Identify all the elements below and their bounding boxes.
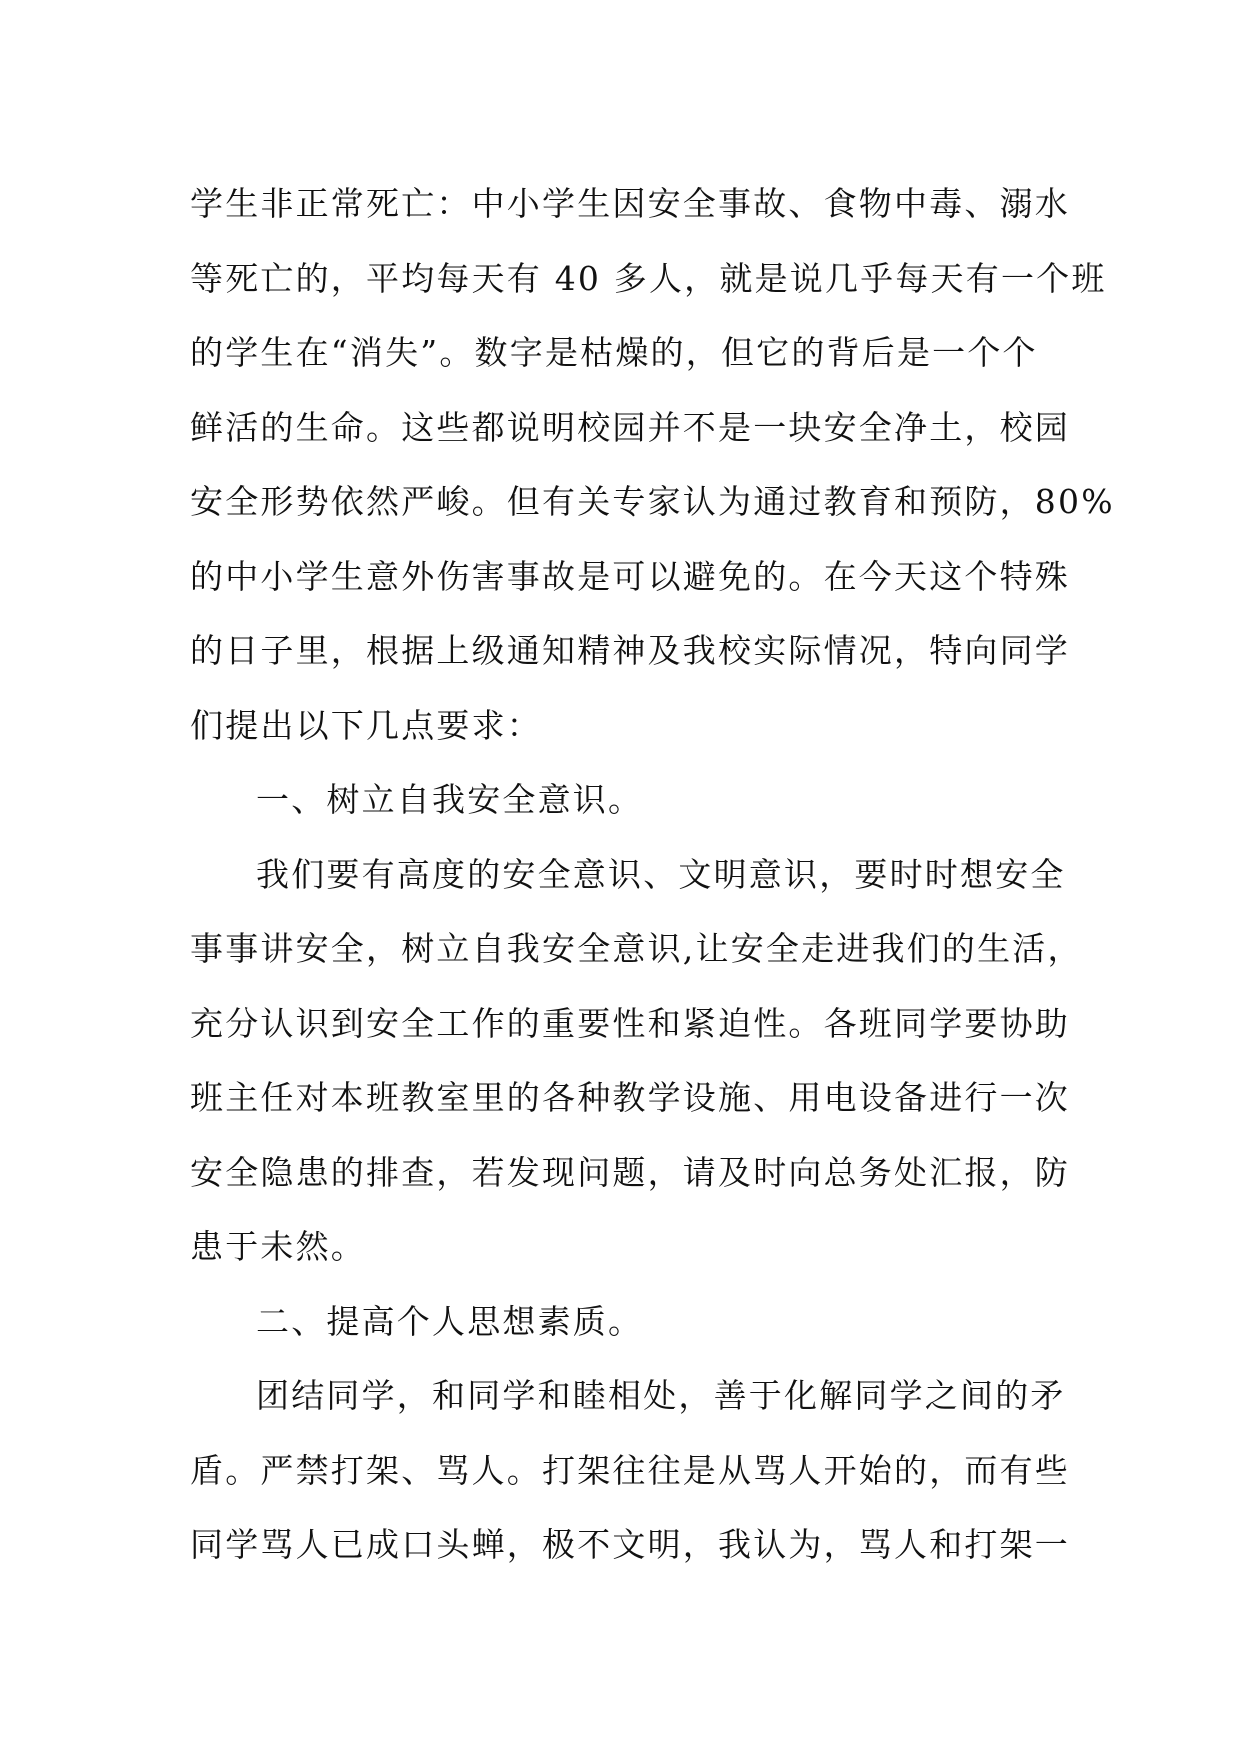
- text-line: 同学骂人已成口头蝉，极不文明，我认为，骂人和打架一: [190, 1525, 1070, 1564]
- text-line: 充分认识到安全工作的重要性和紧迫性。各班同学要协助: [190, 1003, 1070, 1043]
- text-line: 的中小学生意外伤害事故是可以避免的。在今天这个特殊: [190, 556, 1070, 596]
- text-line: 的日子里，根据上级通知精神及我校实际情况，特向同学: [190, 631, 1070, 670]
- paragraph-start: 我们要有高度的安全意识、文明意识，要时时想安全: [256, 854, 1066, 894]
- section-heading: 一、树立自我安全意识。: [256, 780, 644, 819]
- text-line: 患于未然。: [190, 1227, 366, 1266]
- text-line: 的学生在“消失”。数字是枯燥的，但它的背后是一个个: [190, 333, 1038, 372]
- text-line: 学生非正常死亡：中小学生因安全事故、食物中毒、溺水: [190, 184, 1070, 223]
- section-heading: 二、提高个人思想素质。: [256, 1301, 644, 1341]
- text-line: 盾。严禁打架、骂人。打架往往是从骂人开始的，而有些: [190, 1450, 1070, 1490]
- text-line: 班主任对本班教室里的各种教学设施、用电设备进行一次: [190, 1078, 1070, 1117]
- text-line: 安全隐患的排查，若发现问题，请及时向总务处汇报，防: [190, 1152, 1070, 1192]
- text-line: 鲜活的生命。这些都说明校园并不是一块安全净土，校园: [190, 407, 1070, 447]
- text-line: 安全形势依然严峻。但有关专家认为通过教育和预防，80%: [190, 482, 1115, 521]
- text-line: 等死亡的，平均每天有 40 多人，就是说几乎每天有一个班: [190, 258, 1107, 298]
- text-line: 们提出以下几点要求：: [190, 705, 542, 745]
- body-text: [190, 167, 1115, 1583]
- text-line: 事事讲安全，树立自我安全意识,让安全走进我们的生活，: [190, 929, 1083, 968]
- paragraph-start: 团结同学，和同学和睦相处，善于化解同学之间的矛: [256, 1376, 1066, 1415]
